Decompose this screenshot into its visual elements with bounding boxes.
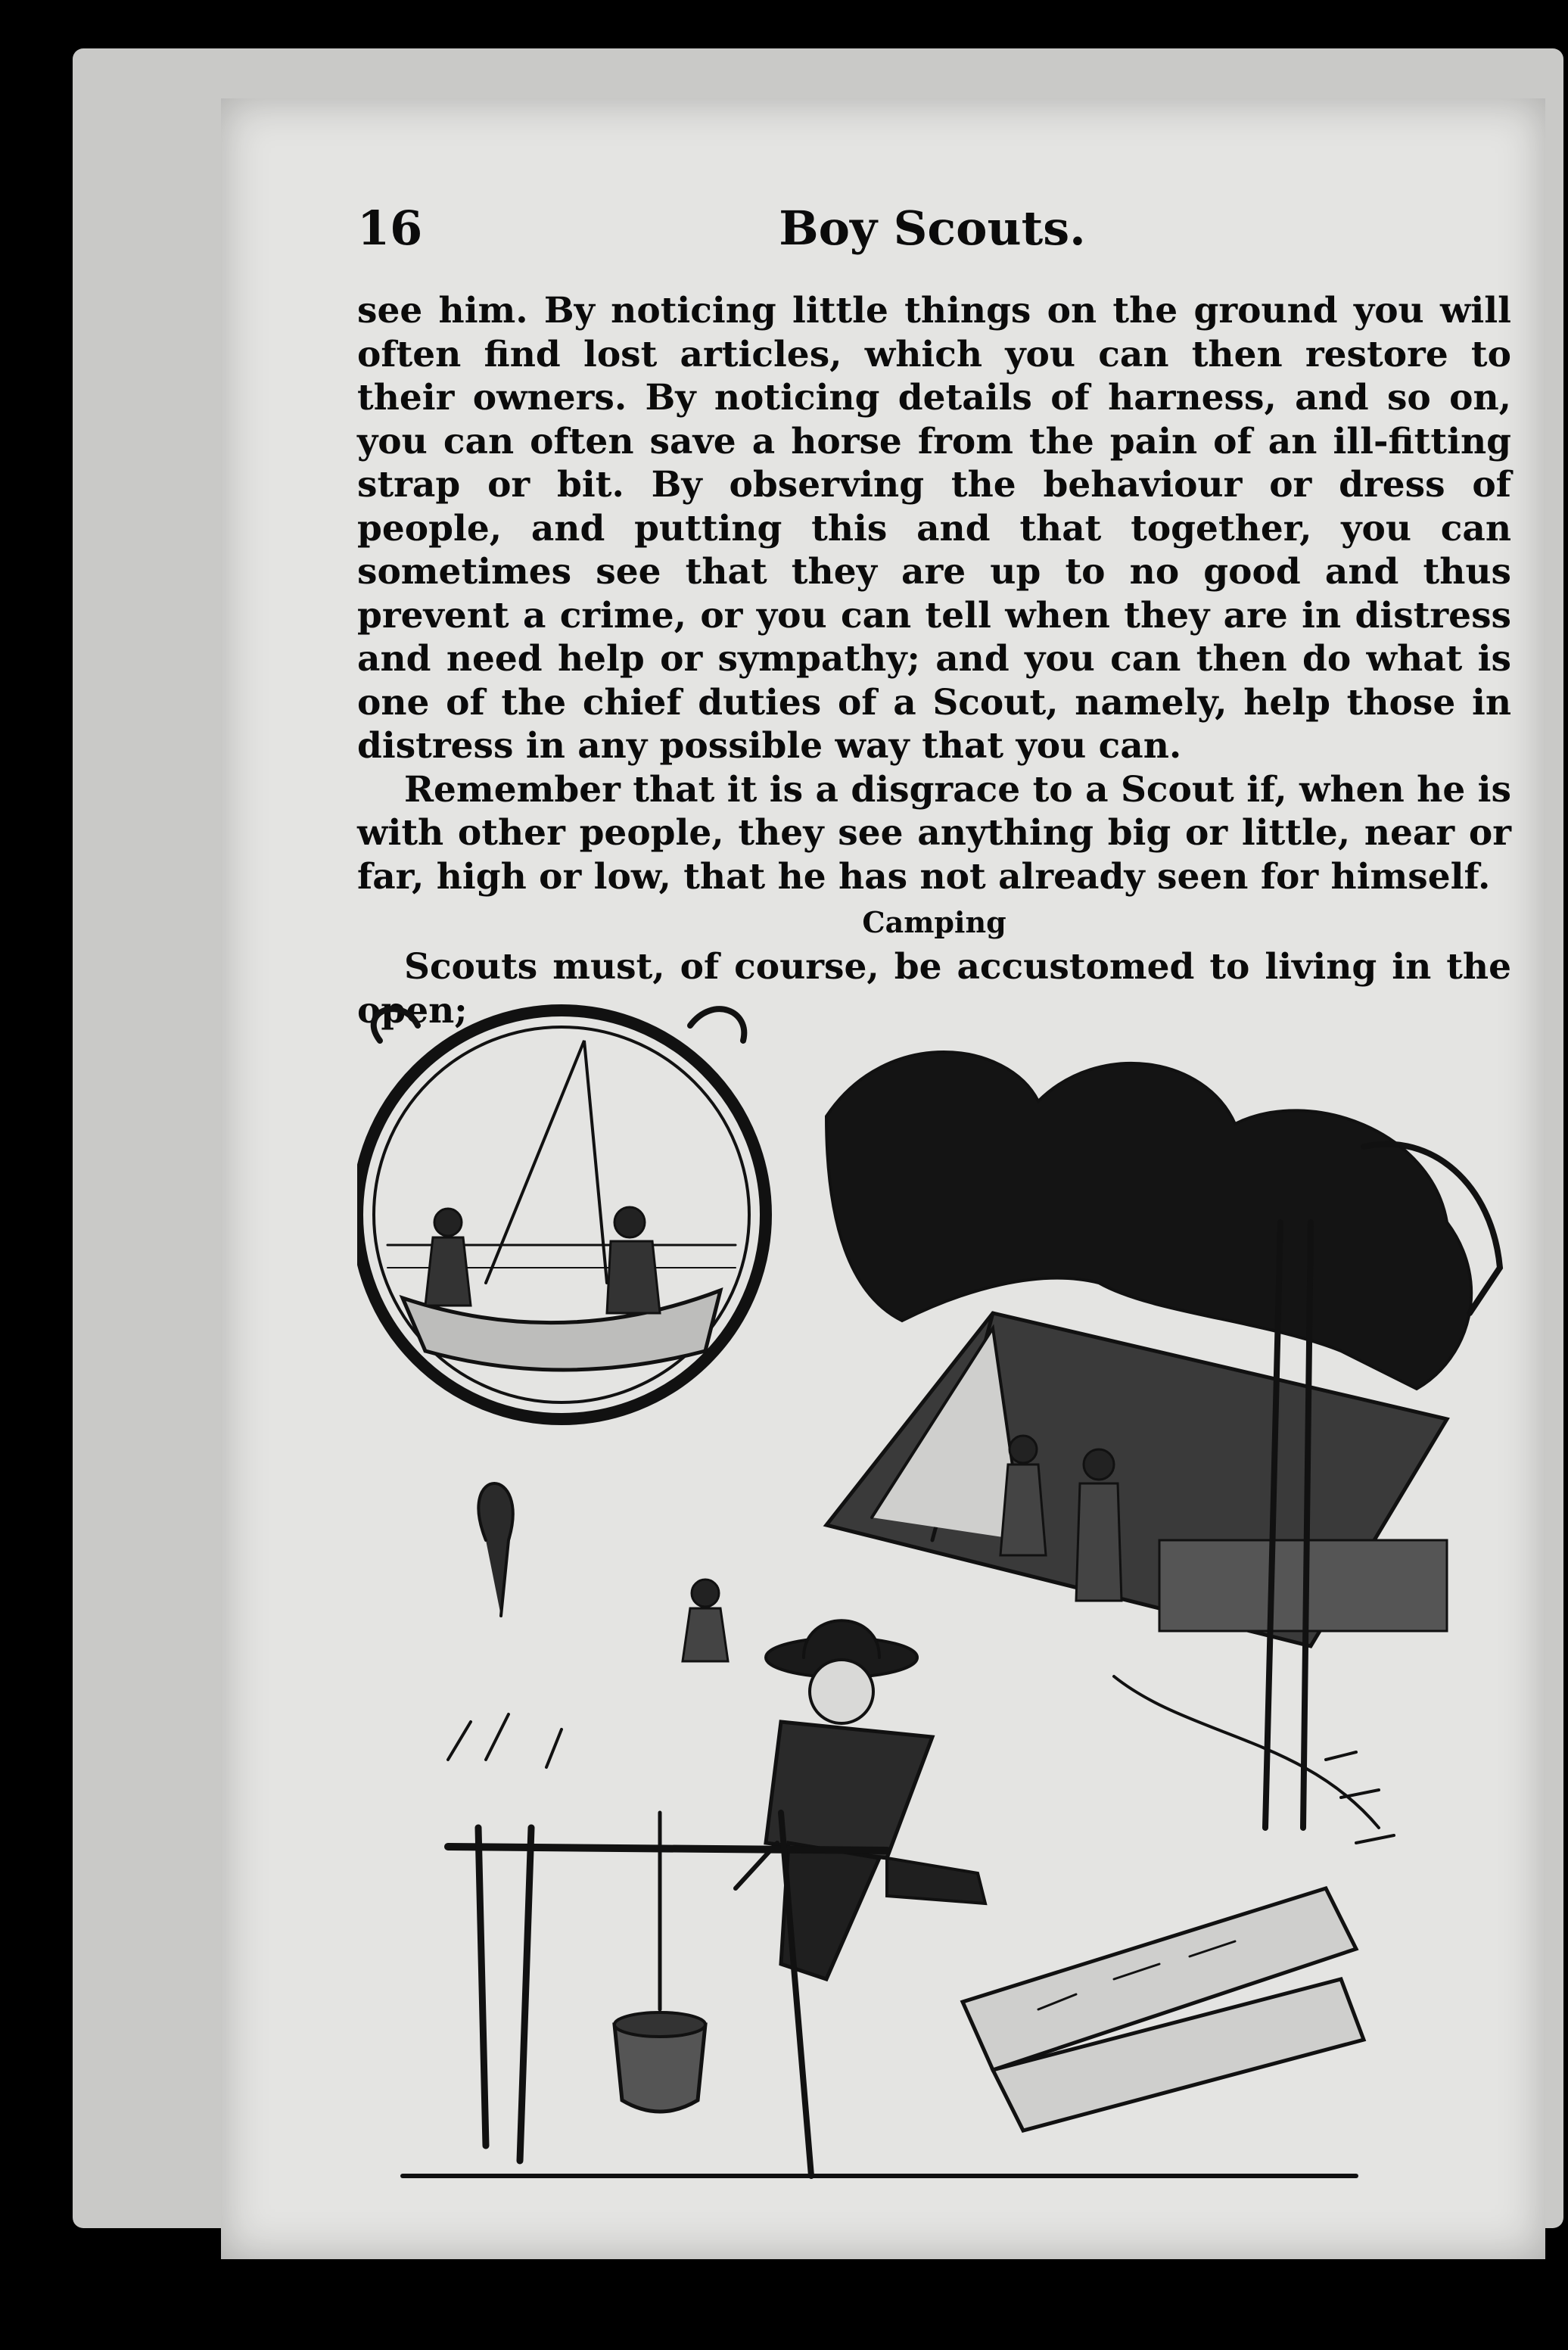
- running-title: Boy Scouts.: [779, 201, 1086, 256]
- section-heading: Camping: [862, 905, 1006, 939]
- paragraph-camping: Scouts must, of course, be accustomed to living in the open;: [357, 946, 1511, 1032]
- page-header: [357, 201, 1507, 269]
- camp-illustration-drawing: [357, 995, 1507, 2191]
- paragraph-continued: see him. By noticing little things on the ground you will often find lost articles, which you can then restore to their owners. By noticing details of harness, and so on, you can often save a horse from the pain of an ill-fitting strap or bit. By observing the behaviour or dress of people, and putting this and that together, you can sometimes see that they are up to no good and thus prevent a crime, or you can tell when they are in distress and need help or sympathy; and you can then do what is one of the chief duties of a Scout, namely, help those in distress in any possible way that you can.: [357, 290, 1511, 767]
- page-number: 16: [357, 201, 423, 256]
- paragraph-remember: Remember that it is a disgrace to a Scout if, when he is with other people, they see anything big or little, near or far, high or low, that he has not already seen for himself.: [357, 768, 1511, 898]
- camp-illustration: [357, 995, 1507, 2191]
- book-page: [221, 98, 1545, 2259]
- body-text: [357, 289, 1511, 1032]
